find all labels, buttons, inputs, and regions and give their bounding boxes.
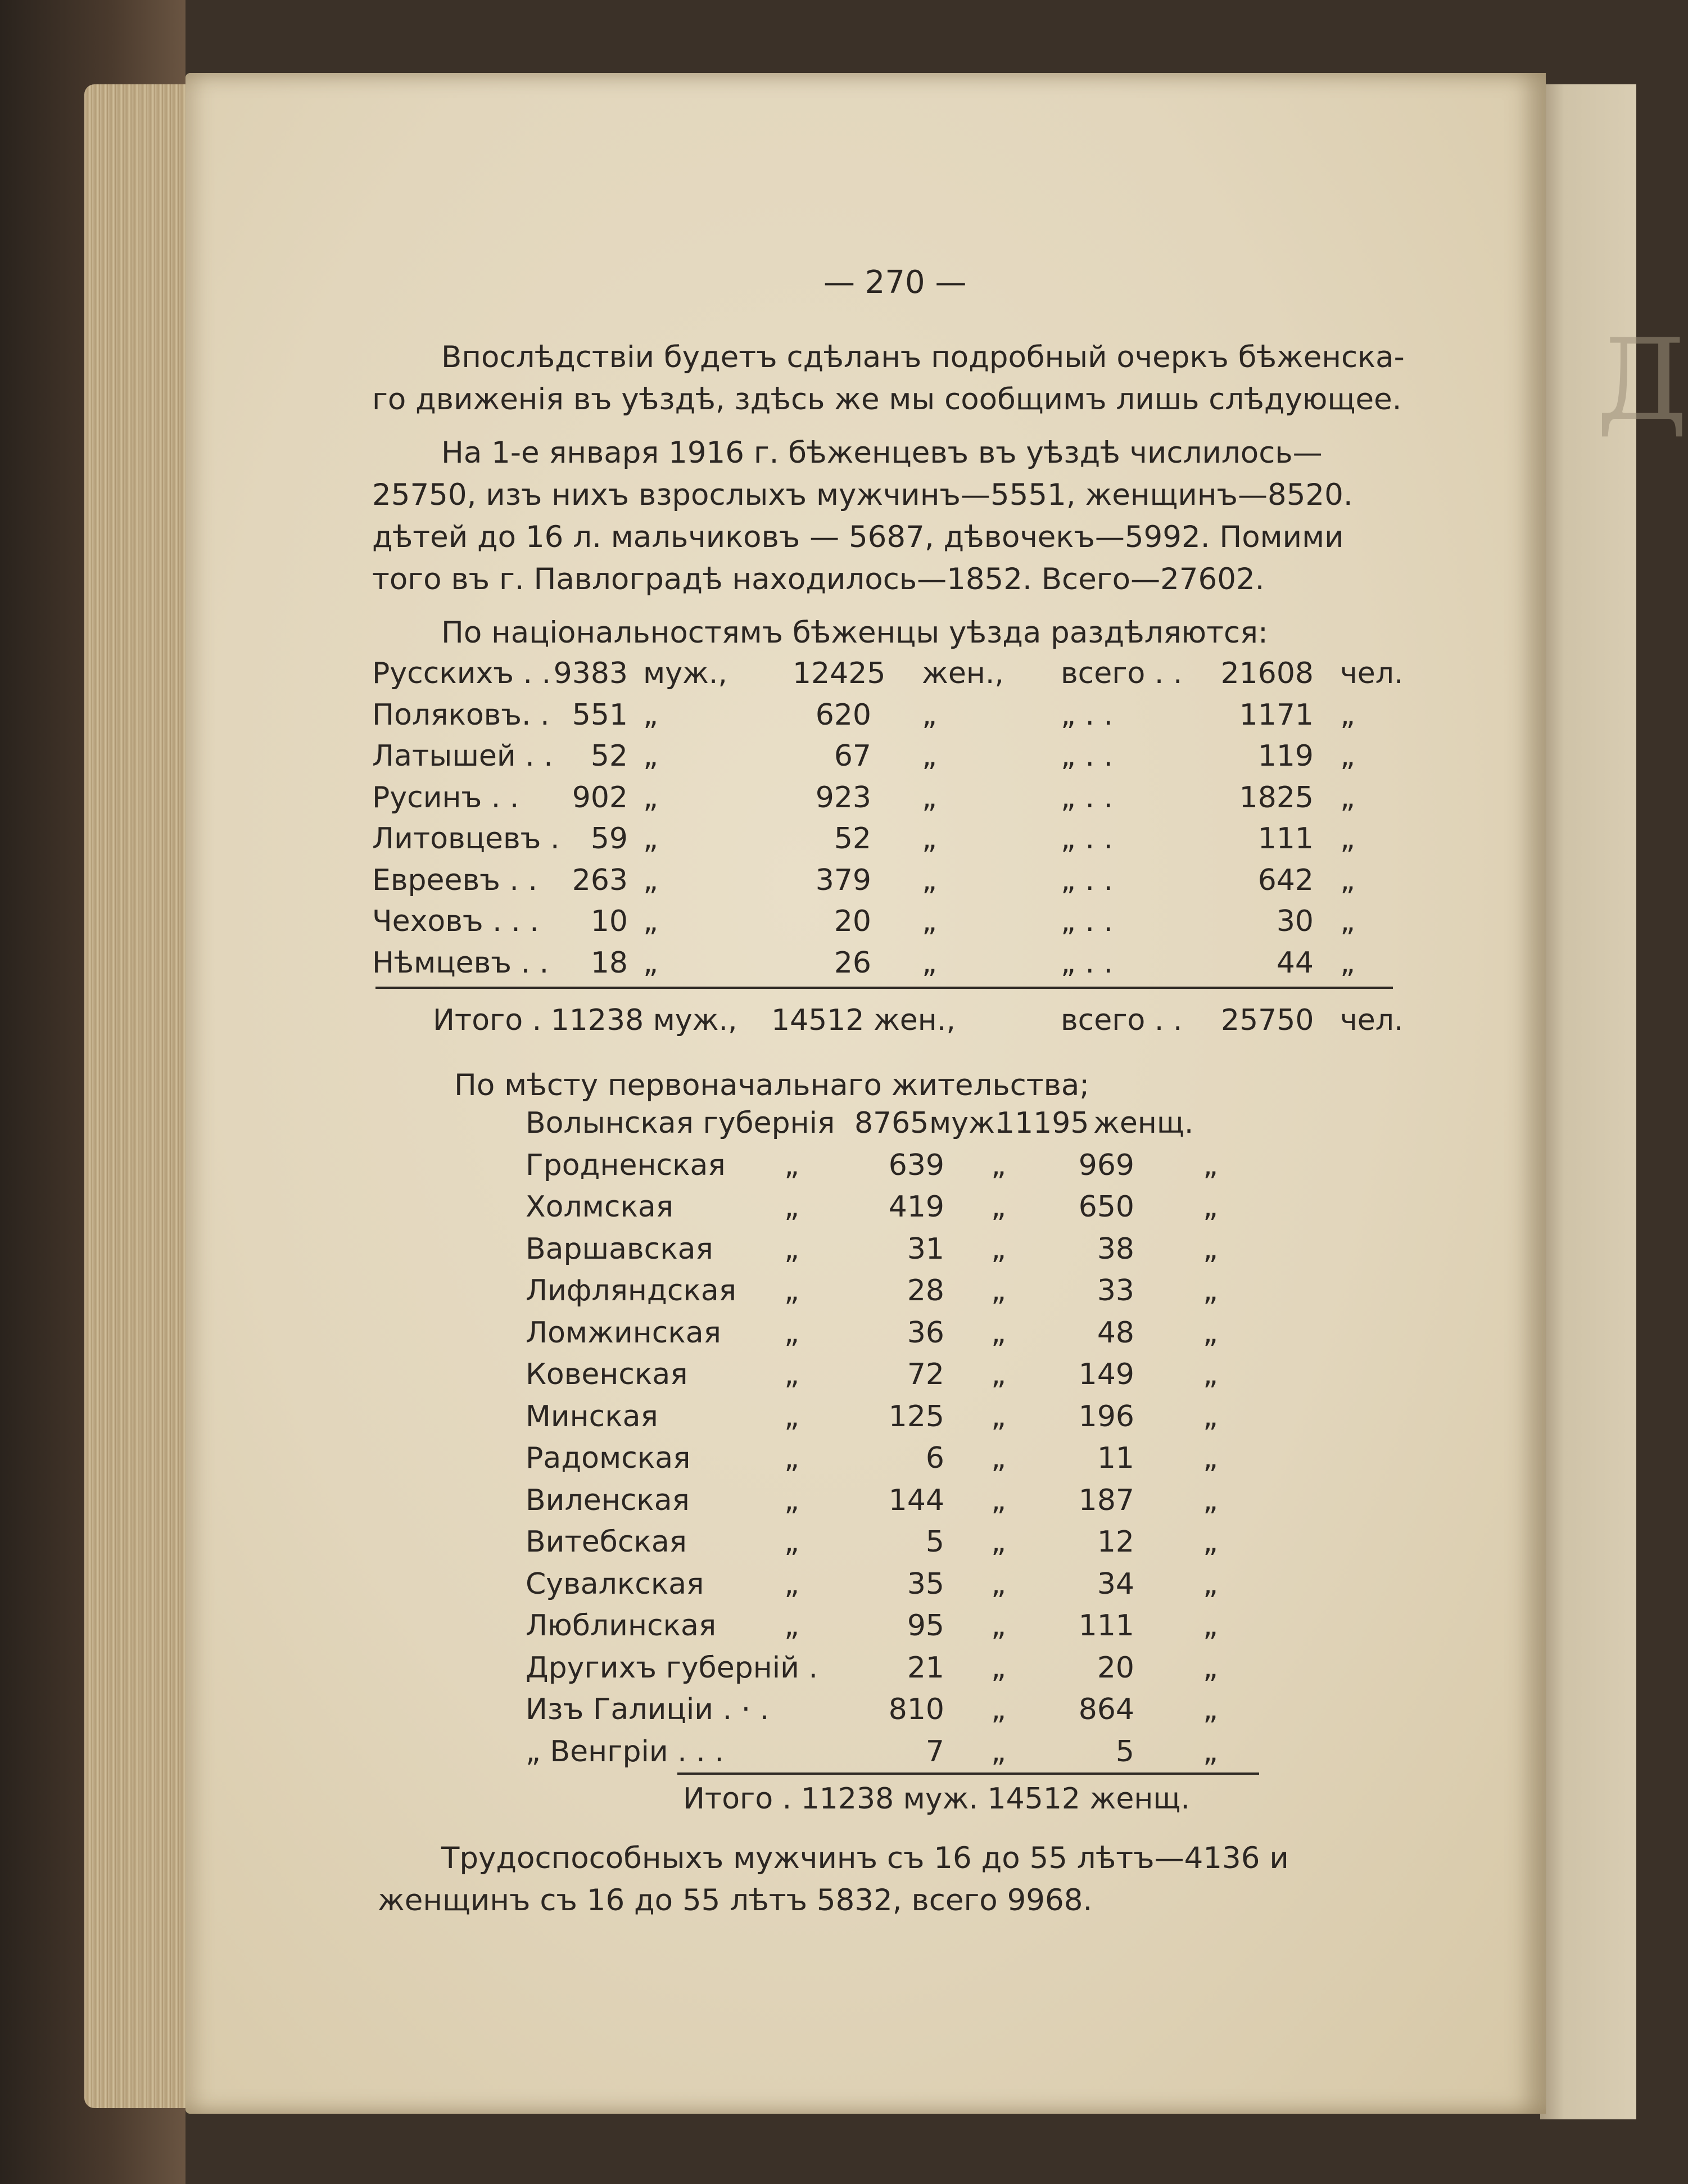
residence-women-unit: „ (1203, 1609, 1218, 1643)
nationality-table-rule (375, 987, 1393, 989)
nationality-all-label: „ . . (1061, 780, 1114, 815)
residence-men: 21 (907, 1651, 944, 1685)
nationality-total-all-label: всего . . (1061, 1003, 1183, 1037)
nationality-women: 923 (815, 780, 871, 815)
residence-women-unit: „ (1203, 1358, 1218, 1391)
nationality-men: 263 (572, 863, 628, 897)
residence-women-unit: „ (1203, 1315, 1218, 1350)
nationality-total: 30 (1276, 905, 1314, 938)
nationality-name: Русинъ . . (372, 780, 519, 815)
nationality-all-label: „ . . (1061, 739, 1114, 773)
nationality-men: 52 (590, 739, 628, 773)
residence-men: 5 (925, 1525, 944, 1559)
residence-ditto: „ (784, 1483, 799, 1517)
residence-women: 48 (1097, 1315, 1134, 1350)
nationality-women: 26 (834, 946, 871, 980)
nationality-total-unit: „ (1340, 905, 1355, 938)
residence-men: 7 (925, 1734, 944, 1769)
nationality-total: 642 (1257, 863, 1314, 897)
nationality-total: 44 (1276, 946, 1314, 980)
nationality-women-unit: жен., (922, 657, 1004, 690)
nationality-women: 67 (834, 739, 871, 773)
nationality-total: 119 (1257, 739, 1314, 773)
nationality-men: 59 (590, 822, 628, 856)
nationality-men-unit: „ (643, 698, 658, 732)
residence-name: Виленская (526, 1483, 690, 1517)
residence-name: Ломжинская (526, 1315, 721, 1350)
residence-name: Другихъ губерній . (526, 1651, 818, 1685)
residence-name: Витебская (526, 1525, 687, 1559)
nationality-women: 12425 (793, 657, 886, 690)
residence-men-unit: „ (991, 1567, 1006, 1601)
nationality-women: 379 (815, 863, 871, 897)
nationality-men: 902 (572, 780, 628, 815)
residence-ditto: „ (784, 1609, 799, 1643)
nationality-women-unit: „ (922, 780, 937, 815)
residence-men: 419 (888, 1190, 944, 1224)
residence-women: 969 (1078, 1148, 1134, 1182)
residence-men-unit: „ (991, 1734, 1006, 1769)
residence-ditto: „ (784, 1148, 799, 1182)
residence-name: Люблинская (526, 1609, 717, 1643)
nationality-total-unit: чел. (1340, 657, 1404, 690)
residence-men-unit: „ (991, 1358, 1006, 1391)
residence-women: 187 (1078, 1483, 1134, 1517)
nationality-name: Евреевъ . . (372, 863, 537, 897)
residence-women: 38 (1097, 1232, 1134, 1266)
residence-ditto: „ (784, 1358, 799, 1391)
residence-women: 5 (1115, 1734, 1134, 1769)
closing-line-1: Трудоспособныхъ мужчинъ съ 16 до 55 лѣтъ—4136 и (441, 1841, 1289, 1875)
nationality-men: 18 (590, 946, 628, 980)
residence-ditto: „ (784, 1315, 799, 1350)
page-number: — 270 — (823, 264, 967, 301)
nationality-total-unit: „ (1340, 863, 1355, 897)
residence-women: 34 (1097, 1567, 1134, 1601)
residence-table-rule (677, 1772, 1259, 1775)
stats-line-3: дѣтей до 16 л. мальчиковъ — 5687, дѣвочекъ—5992. Помими (372, 520, 1344, 554)
nationality-total-unit: „ (1340, 739, 1355, 773)
nationality-women: 20 (834, 905, 871, 938)
residence-women-unit: „ (1203, 1525, 1218, 1559)
nationality-total-unit: „ (1340, 698, 1355, 732)
residence-women-unit: „ (1203, 1399, 1218, 1434)
nationality-total-unit: „ (1340, 780, 1355, 815)
nationality-name: Нѣмцевъ . . (372, 946, 549, 980)
nationality-total-unit: „ (1340, 946, 1355, 980)
residence-women-unit: „ (1203, 1441, 1218, 1475)
nationality-women-unit: „ (922, 822, 937, 856)
residence-name: Ковенская (526, 1358, 688, 1391)
nationality-heading: По національностямъ бѣженцы уѣзда раздѣляются: (441, 616, 1268, 650)
nationality-women: 620 (815, 698, 871, 732)
residence-women-unit: „ (1203, 1693, 1218, 1726)
residence-women: 20 (1097, 1651, 1134, 1685)
nationality-name: Чеховъ . . . (372, 905, 539, 938)
residence-name: Холмская (526, 1190, 674, 1224)
residence-women: 33 (1097, 1274, 1134, 1308)
nationality-men-unit: „ (643, 863, 658, 897)
residence-ditto: „ (784, 1232, 799, 1266)
residence-men: 8765 (854, 1106, 929, 1140)
stats-line-2: 25750, изъ нихъ взрослыхъ мужчинъ—5551, женщинъ—8520. (372, 478, 1353, 512)
residence-women-unit: женщ. (1093, 1106, 1194, 1140)
residence-men-unit: муж. (929, 1106, 1004, 1140)
residence-women-unit: „ (1203, 1567, 1218, 1601)
residence-women: 864 (1078, 1693, 1134, 1726)
residence-men-unit: „ (991, 1232, 1006, 1266)
residence-women: 650 (1078, 1190, 1134, 1224)
nationality-all-label: „ . . (1061, 863, 1114, 897)
residence-men: 72 (907, 1358, 944, 1391)
nationality-men: 551 (572, 698, 628, 732)
nationality-name: Поляковъ. . (372, 698, 550, 732)
residence-men-unit: „ (991, 1274, 1006, 1308)
residence-men-unit: „ (991, 1441, 1006, 1475)
stats-line-4: того въ г. Павлоградѣ находилось—1852. Всего—27602. (372, 562, 1265, 596)
residence-men: 810 (888, 1693, 944, 1726)
residence-name: Радомская (526, 1441, 691, 1475)
residence-men: 639 (888, 1148, 944, 1182)
residence-name: Сувалкская (526, 1567, 704, 1601)
nationality-men-unit: „ (643, 739, 658, 773)
residence-men-unit: „ (991, 1315, 1006, 1350)
nationality-total-label: Итого . 11238 муж., (433, 1003, 737, 1037)
nationality-all-label: „ . . (1061, 698, 1114, 732)
residence-ditto: „ (784, 1567, 799, 1601)
nationality-total-women: 14512 жен., (771, 1003, 956, 1037)
residence-women-unit: „ (1203, 1274, 1218, 1308)
intro-line-1: Впослѣдствіи будетъ сдѣланъ подробный очеркъ бѣженска- (441, 340, 1405, 374)
residence-men-unit: „ (991, 1525, 1006, 1559)
intro-line-2: го движенія въ уѣздѣ, здѣсь же мы сообщимъ лишь слѣдующее. (372, 382, 1402, 417)
residence-name: Лифляндская (526, 1274, 736, 1308)
residence-women: 11 (1097, 1441, 1134, 1475)
residence-men-unit: „ (991, 1399, 1006, 1434)
residence-women-unit: „ (1203, 1651, 1218, 1685)
nationality-all-label: „ . . (1061, 822, 1114, 856)
residence-ditto: „ (784, 1441, 799, 1475)
nationality-men: 10 (590, 905, 628, 938)
residence-men-unit: „ (991, 1693, 1006, 1726)
residence-men-unit: „ (991, 1190, 1006, 1224)
nationality-women-unit: „ (922, 946, 937, 980)
residence-name: Волынская губернія (526, 1106, 835, 1140)
nationality-total-unit: „ (1340, 822, 1355, 856)
nationality-all-label: „ . . (1061, 905, 1114, 938)
residence-men: 28 (907, 1274, 944, 1308)
nationality-women-unit: „ (922, 863, 937, 897)
residence-name: Минская (526, 1399, 658, 1434)
nationality-men-unit: „ (643, 780, 658, 815)
residence-men-unit: „ (991, 1483, 1006, 1517)
nationality-women-unit: „ (922, 905, 937, 938)
stats-line-1: На 1-е января 1916 г. бѣженцевъ въ уѣздѣ числилось— (441, 436, 1323, 470)
facing-page-letter: Д (1596, 315, 1688, 446)
nationality-total-value: 25750 (1221, 1003, 1314, 1037)
nationality-men-unit: „ (643, 822, 658, 856)
residence-total-row: Итого . 11238 муж. 14512 женщ. (683, 1782, 1190, 1816)
nationality-total: 111 (1257, 822, 1314, 856)
residence-men: 31 (907, 1232, 944, 1266)
nationality-all-label: всего . . (1061, 657, 1183, 690)
nationality-women: 52 (834, 822, 871, 856)
residence-women: 149 (1078, 1358, 1134, 1391)
nationality-men: 9383 (553, 657, 628, 690)
residence-men: 35 (907, 1567, 944, 1601)
residence-ditto: „ (784, 1274, 799, 1308)
residence-men: 95 (907, 1609, 944, 1643)
nationality-men-unit: „ (643, 905, 658, 938)
closing-line-2: женщинъ съ 16 до 55 лѣтъ 5832, всего 9968. (378, 1883, 1093, 1918)
nationality-name: Русскихъ . . (372, 657, 551, 690)
residence-women: 11195 (996, 1106, 1089, 1140)
residence-heading: По мѣсту первоначальнаго жительства; (454, 1068, 1090, 1102)
nationality-total: 1825 (1239, 780, 1314, 815)
residence-men: 36 (907, 1315, 944, 1350)
residence-women-unit: „ (1203, 1734, 1218, 1769)
nationality-men-unit: „ (643, 946, 658, 980)
residence-women-unit: „ (1203, 1232, 1218, 1266)
residence-men: 125 (888, 1399, 944, 1434)
residence-name: Изъ Галиціи . · . (526, 1693, 770, 1726)
nationality-name: Латышей . . (372, 739, 553, 773)
nationality-women-unit: „ (922, 739, 937, 773)
nationality-men-unit: муж., (643, 657, 727, 690)
residence-women: 111 (1078, 1609, 1134, 1643)
residence-men-unit: „ (991, 1148, 1006, 1182)
residence-women-unit: „ (1203, 1148, 1218, 1182)
residence-name: Варшавская (526, 1232, 713, 1266)
residence-women: 196 (1078, 1399, 1134, 1434)
residence-ditto: „ (784, 1525, 799, 1559)
nationality-women-unit: „ (922, 698, 937, 732)
residence-men: 144 (888, 1483, 944, 1517)
residence-women: 12 (1097, 1525, 1134, 1559)
residence-men-unit: „ (991, 1651, 1006, 1685)
residence-ditto: „ (784, 1190, 799, 1224)
residence-name: „ Венгріи . . . (526, 1734, 724, 1769)
nationality-all-label: „ . . (1061, 946, 1114, 980)
nationality-total-unit: чел. (1340, 1003, 1404, 1037)
residence-men: 6 (925, 1441, 944, 1475)
residence-ditto: „ (784, 1399, 799, 1434)
residence-women-unit: „ (1203, 1190, 1218, 1224)
residence-women-unit: „ (1203, 1483, 1218, 1517)
nationality-total: 1171 (1239, 698, 1314, 732)
nationality-total: 21608 (1220, 657, 1314, 690)
residence-men-unit: „ (991, 1609, 1006, 1643)
nationality-name: Литовцевъ . (372, 822, 560, 856)
residence-name: Гродненская (526, 1148, 726, 1182)
